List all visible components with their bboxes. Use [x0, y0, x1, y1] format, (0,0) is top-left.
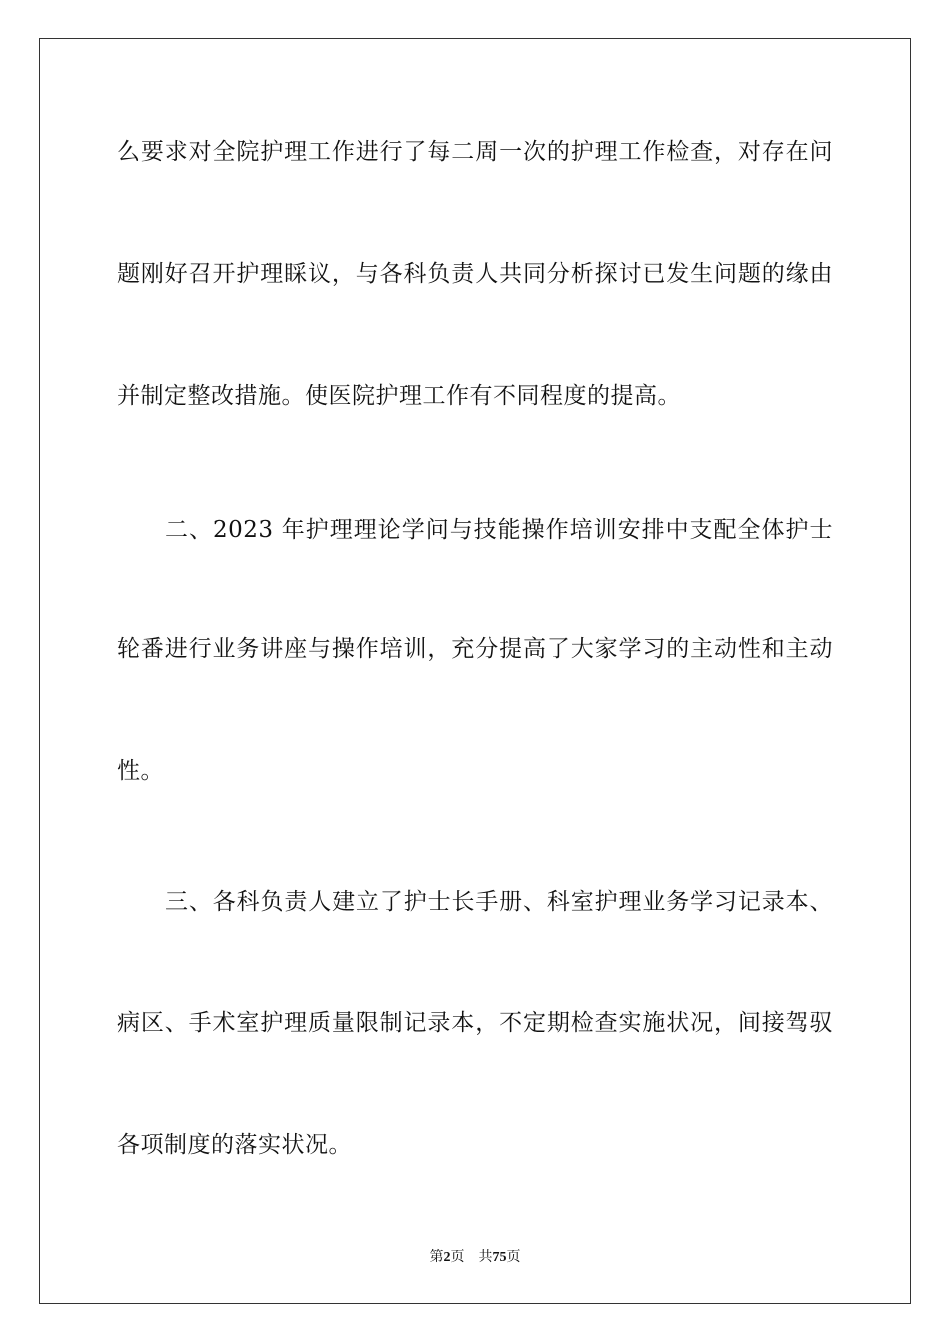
footer-total-prefix: 共 [478, 1249, 493, 1265]
footer-total-suffix: 页 [506, 1249, 521, 1265]
paragraph-3-line-2: 病区、手术室护理质量限制记录本，不定期检查实施状况，间接驾驭 [117, 1010, 833, 1036]
paragraph-3-line-3: 各项制度的落实状况。 [117, 1132, 352, 1158]
paragraph-2-line-2: 轮番进行业务讲座与操作培训，充分提高了大家学习的主动性和主动 [117, 636, 833, 662]
footer-page-prefix: 第 [429, 1249, 444, 1265]
paragraph-2-line-3: 性。 [117, 758, 164, 784]
paragraph-1-line-1: 么要求对全院护理工作进行了每二周一次的护理工作检查，对存在问 [117, 139, 833, 165]
paragraph-2-line-1: 二、2023 年护理理论学问与技能操作培训安排中支配全体护士 [165, 517, 833, 543]
page-footer [0, 1248, 950, 1267]
paragraph-1-line-2: 题刚好召开护理睬议，与各科负责人共同分析探讨已发生问题的缘由 [117, 261, 833, 287]
page-border [39, 38, 911, 1304]
paragraph-3-line-1: 三、各科负责人建立了护士长手册、科室护理业务学习记录本、 [165, 889, 833, 915]
footer-total-pages: 75 [492, 1250, 507, 1265]
paragraph-1-line-3: 并制定整改措施。使医院护理工作有不同程度的提高。 [117, 383, 681, 409]
footer-page-suffix: 页 [450, 1249, 465, 1265]
footer-page-number: 2 [443, 1250, 451, 1265]
